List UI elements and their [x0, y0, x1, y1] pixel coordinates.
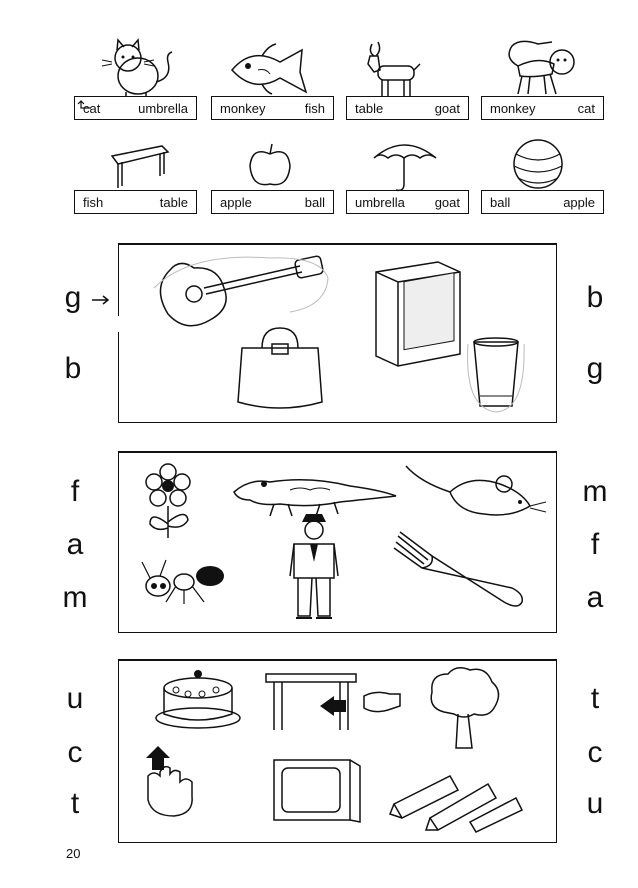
word-left: monkey — [220, 100, 266, 116]
left-letter: m — [62, 581, 88, 614]
word-box-2 — [211, 96, 334, 120]
cake-picture — [152, 668, 242, 735]
television-picture — [272, 754, 364, 829]
table-picture — [106, 142, 172, 197]
right-letter: c — [587, 736, 603, 769]
page-number: 20 — [66, 846, 81, 861]
word-right: umbrella — [138, 100, 188, 116]
right-letter: m — [582, 475, 608, 508]
right-letter: a — [586, 581, 604, 614]
ant-picture — [136, 556, 228, 611]
word-right: ball — [304, 194, 325, 210]
word-left: table — [355, 100, 384, 116]
word-box-8 — [481, 190, 604, 214]
glass-picture — [466, 334, 526, 419]
apple-picture — [244, 140, 296, 197]
word-left: umbrella — [355, 194, 405, 210]
word-left: cat — [83, 100, 101, 116]
fish-picture — [222, 40, 312, 103]
arrow-icon — [90, 293, 112, 311]
book-picture — [368, 258, 468, 373]
right-letter: b — [586, 281, 604, 314]
cat-picture — [100, 38, 180, 101]
right-letter: u — [586, 787, 604, 820]
under-table-picture — [264, 670, 404, 737]
left-letter: a — [66, 528, 84, 561]
word-box-1 — [74, 96, 197, 120]
word-box-6 — [211, 190, 334, 214]
left-letter: b — [64, 352, 82, 385]
crayons-picture — [390, 764, 530, 839]
word-left: apple — [220, 194, 252, 210]
arrow-icon — [78, 97, 92, 115]
bag-picture — [232, 322, 328, 417]
man-picture — [286, 512, 342, 629]
word-box-4 — [481, 96, 604, 120]
goat-picture — [358, 40, 428, 103]
up-hand-picture — [138, 746, 200, 823]
word-right: cat — [577, 100, 595, 116]
left-letter: g — [64, 281, 82, 314]
left-letter: t — [70, 787, 80, 820]
right-letter: t — [590, 682, 600, 715]
word-box-5 — [74, 190, 197, 214]
left-letter: c — [67, 736, 83, 769]
word-right: table — [159, 194, 188, 210]
flower-picture — [136, 462, 200, 547]
left-letter: f — [70, 475, 80, 508]
word-left: ball — [490, 194, 511, 210]
tree-picture — [424, 664, 504, 759]
word-box-7 — [346, 190, 469, 214]
right-letter: g — [586, 352, 604, 385]
fork-picture — [394, 532, 528, 617]
word-right: goat — [434, 100, 460, 116]
word-right: fish — [304, 100, 325, 116]
word-box-3 — [346, 96, 469, 120]
word-left: monkey — [490, 100, 536, 116]
word-right: apple — [563, 194, 595, 210]
word-left: fish — [83, 194, 104, 210]
left-letter: u — [66, 682, 84, 715]
word-right: goat — [434, 194, 460, 210]
mouse-picture — [400, 462, 550, 529]
monkey-picture — [498, 38, 588, 101]
right-letter: f — [590, 528, 600, 561]
